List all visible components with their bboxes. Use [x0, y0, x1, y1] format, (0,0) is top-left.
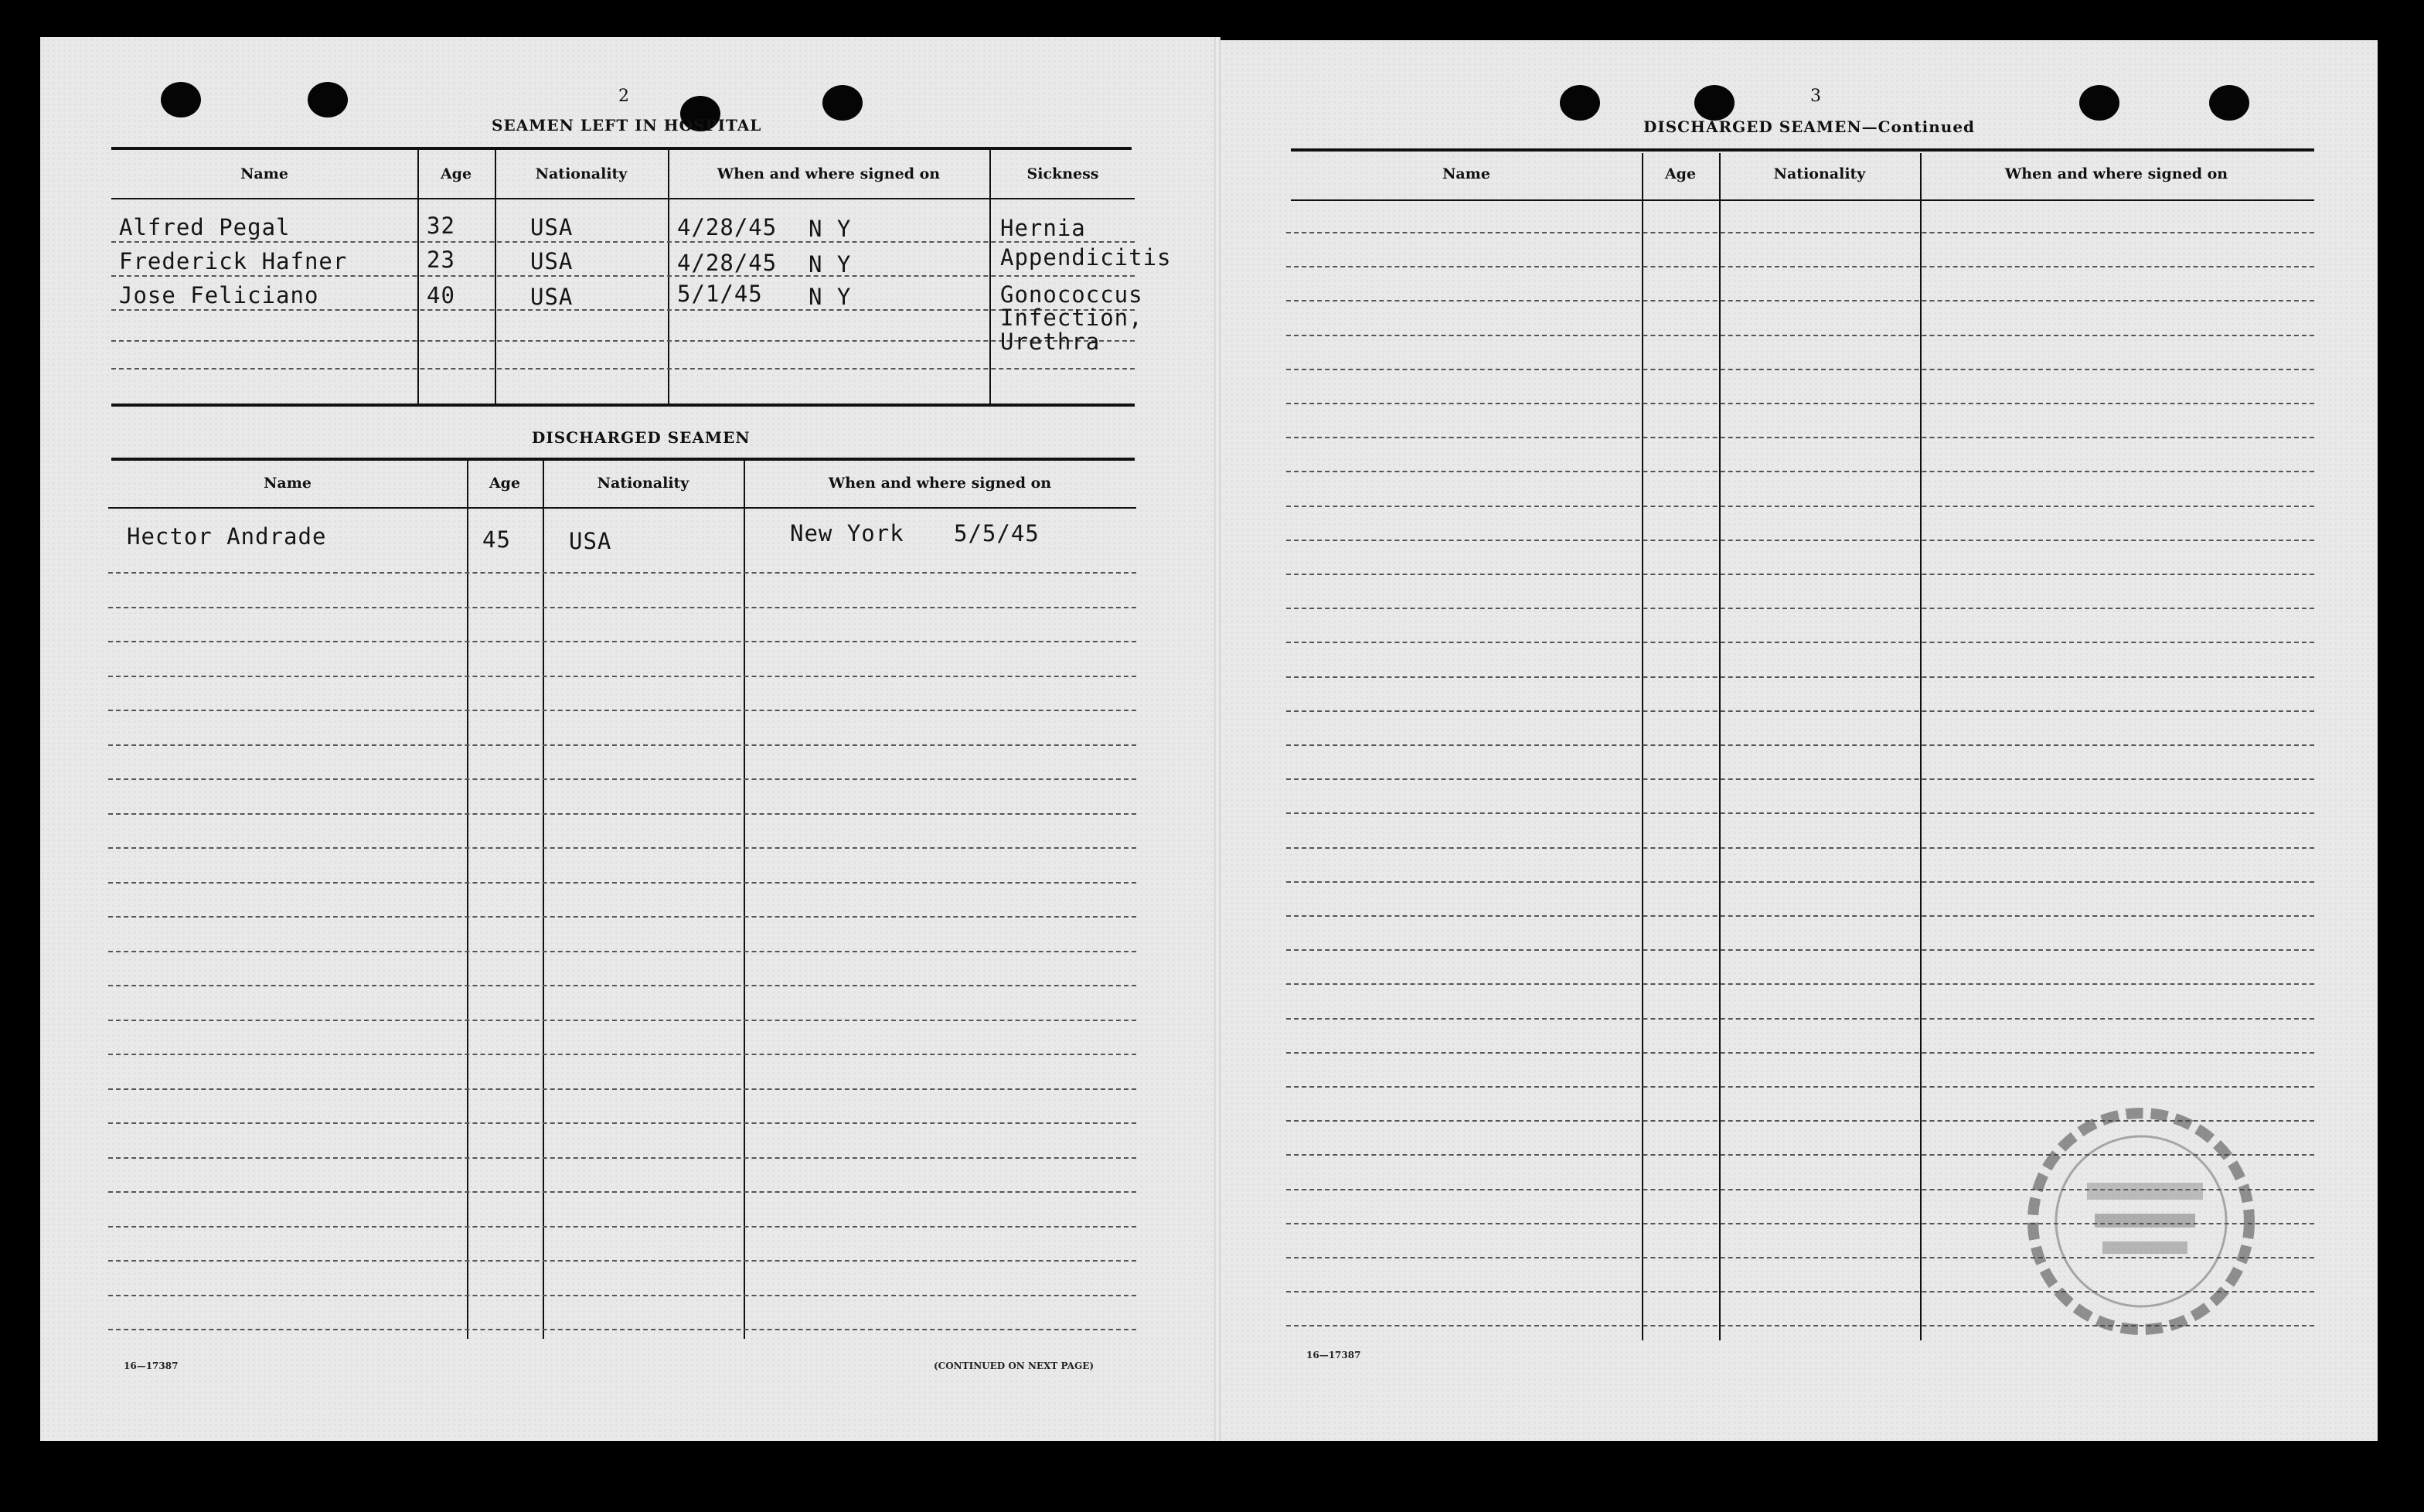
hospital-row-name: Alfred Pegal: [119, 214, 291, 240]
hospital-row-date: 4/28/45: [677, 214, 778, 240]
row-line: [108, 607, 1136, 608]
row-line: [1286, 915, 2314, 917]
hospital-row-age: 32: [427, 213, 455, 239]
row-line: [1286, 300, 2314, 301]
hospital-row-name: Jose Feliciano: [119, 282, 319, 308]
row-line: [1286, 506, 2314, 507]
column-divider: [1920, 153, 1922, 1340]
table-header-rule: [111, 198, 1135, 199]
row-line: [1286, 881, 2314, 883]
discharged-row-age: 45: [482, 526, 511, 553]
hospital-row-sickness: Hernia: [1000, 215, 1086, 241]
row-line: [1286, 847, 2314, 849]
table-top-rule: [1291, 148, 2314, 152]
hospital-row-place: N Y: [809, 284, 852, 310]
column-divider: [744, 461, 745, 1339]
column-divider: [417, 150, 419, 405]
row-line: [108, 1295, 1136, 1296]
form-number: 16—17387: [1306, 1350, 1361, 1360]
column-divider: [668, 150, 669, 405]
punch-hole: [1694, 85, 1735, 121]
row-line: [111, 241, 1135, 243]
row-line: [1286, 437, 2314, 438]
section-title-discharged: DISCHARGED SEAMEN: [532, 428, 751, 447]
row-line: [108, 951, 1136, 952]
row-line: [108, 676, 1136, 677]
column-divider: [1642, 153, 1643, 1340]
row-line: [1286, 608, 2314, 609]
punch-hole: [161, 82, 201, 117]
row-line: [1286, 778, 2314, 780]
column-header-age: Age: [440, 165, 472, 182]
row-line: [108, 1226, 1136, 1228]
row-line: [108, 1191, 1136, 1193]
row-line: [111, 340, 1135, 342]
form-number: 16—17387: [124, 1360, 179, 1371]
column-divider: [495, 150, 496, 405]
column-divider: [543, 461, 544, 1339]
row-line: [108, 641, 1136, 642]
section-title-continued: DISCHARGED SEAMEN—Continued: [1643, 117, 1976, 136]
discharged-row-name: Hector Andrade: [127, 523, 327, 550]
column-header-sickness: Sickness: [1026, 165, 1099, 182]
row-line: [108, 813, 1136, 815]
punch-hole: [308, 82, 348, 117]
column-header-age: Age: [1664, 165, 1697, 182]
row-line: [1286, 266, 2314, 267]
row-line: [108, 572, 1136, 574]
column-header-signed-on: When and where signed on: [717, 165, 941, 182]
hospital-row-date: 5/1/45: [677, 281, 763, 307]
discharged-row-nationality: USA: [569, 528, 612, 554]
hospital-row-age: 23: [427, 247, 455, 273]
official-stamp: [2002, 1090, 2280, 1345]
hospital-row-nationality: USA: [530, 248, 574, 274]
row-line: [111, 309, 1135, 311]
continued-note: (CONTINUED ON NEXT PAGE): [934, 1360, 1095, 1371]
punch-hole: [1560, 85, 1600, 121]
section-rule: [111, 404, 1135, 407]
row-line: [1286, 983, 2314, 985]
page-number: 2: [618, 87, 629, 106]
table-header-rule: [108, 507, 1136, 509]
page-fold: [1214, 37, 1221, 1441]
column-header-nationality: Nationality: [1773, 165, 1866, 182]
row-line: [108, 1088, 1136, 1090]
row-line: [1286, 812, 2314, 814]
row-line: [108, 1157, 1136, 1159]
column-divider: [989, 150, 991, 405]
column-divider: [467, 461, 468, 1339]
column-header-signed-on: When and where signed on: [828, 475, 1052, 492]
column-header-nationality: Nationality: [535, 165, 628, 182]
column-header-signed-on: When and where signed on: [2004, 165, 2228, 182]
row-line: [1286, 574, 2314, 575]
column-header-name: Name: [240, 165, 288, 182]
row-line: [108, 1020, 1136, 1021]
row-line: [108, 710, 1136, 711]
hospital-row-place: N Y: [809, 216, 852, 242]
column-header-age: Age: [489, 475, 521, 492]
section-title-hospital: SEAMEN LEFT IN HOSPITAL: [492, 116, 762, 135]
punch-hole: [2209, 85, 2249, 121]
row-line: [1286, 949, 2314, 951]
punch-hole: [2079, 85, 2119, 121]
row-line: [1286, 710, 2314, 712]
row-line: [108, 847, 1136, 849]
row-line: [1286, 335, 2314, 336]
hospital-row-name: Frederick Hafner: [119, 248, 348, 274]
row-line: [108, 744, 1136, 746]
table-header-rule: [1291, 199, 2314, 201]
row-line: [111, 368, 1135, 369]
row-line: [108, 1329, 1136, 1330]
row-line: [1286, 232, 2314, 233]
discharged-row-date: 5/5/45: [954, 520, 1040, 547]
column-divider: [1719, 153, 1721, 1340]
row-line: [108, 1260, 1136, 1262]
row-line: [108, 882, 1136, 884]
row-line: [111, 275, 1135, 277]
hospital-row-place: N Y: [809, 251, 852, 278]
row-line: [1286, 1018, 2314, 1020]
page-number: 3: [1810, 87, 1821, 106]
row-line: [108, 985, 1136, 986]
hospital-row-sickness: Gonococcus Infection, Urethra: [1000, 281, 1143, 355]
hospital-row-sickness: Appendicitis: [1000, 244, 1172, 271]
row-line: [1286, 403, 2314, 404]
row-line: [108, 1122, 1136, 1124]
table-top-rule: [111, 458, 1135, 461]
column-header-name: Name: [1442, 165, 1490, 182]
hospital-row-nationality: USA: [530, 284, 574, 310]
row-line: [1286, 676, 2314, 678]
hospital-row-nationality: USA: [530, 214, 574, 240]
row-line: [1286, 744, 2314, 746]
column-header-nationality: Nationality: [597, 475, 689, 492]
hospital-row-age: 40: [427, 282, 455, 308]
row-line: [1286, 369, 2314, 370]
punch-hole: [822, 85, 863, 121]
discharged-row-place: New York: [790, 520, 904, 547]
row-line: [108, 778, 1136, 780]
row-line: [108, 1054, 1136, 1055]
column-header-name: Name: [264, 475, 312, 492]
row-line: [1286, 1052, 2314, 1054]
hospital-row-date: 4/28/45: [677, 250, 778, 276]
row-line: [1286, 642, 2314, 643]
row-line: [1286, 471, 2314, 472]
table-top-rule: [111, 147, 1132, 150]
row-line: [1286, 540, 2314, 541]
row-line: [1286, 1086, 2314, 1088]
row-line: [108, 916, 1136, 918]
